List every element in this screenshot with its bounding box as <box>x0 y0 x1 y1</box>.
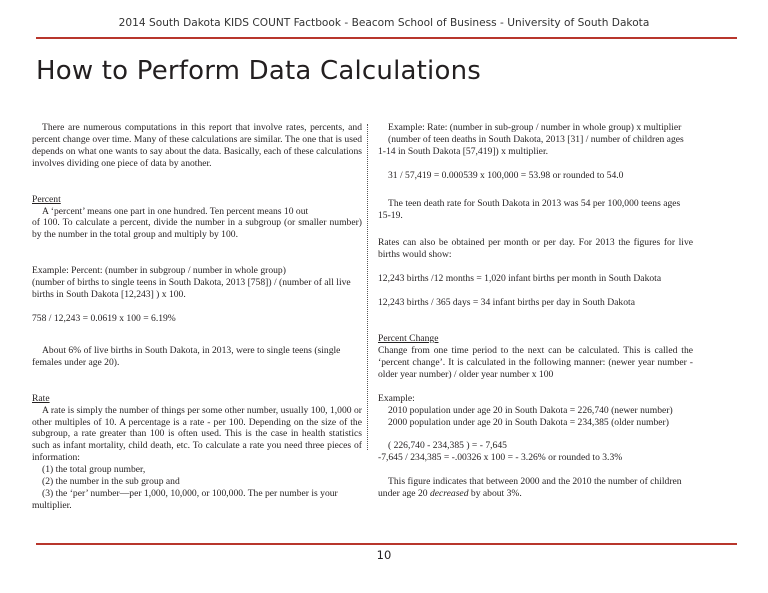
percent-change-example-label: Example: <box>378 392 415 404</box>
rate-list-item-2: (2) the number in the sub group and <box>42 476 180 488</box>
page-title: How to Perform Data Calculations <box>36 56 482 86</box>
running-header: 2014 South Dakota KIDS COUNT Factbook - Beacom School of Business - University of South Dakota <box>118 17 650 29</box>
rates-per-time: Rates can also be obtained per month or per day. For 2013 the figures for live births would show: <box>378 237 693 261</box>
column-divider <box>367 124 368 450</box>
intro-paragraph: There are numerous computations in this report that involve rates, percents, and percent change over time. Many of these calculations are similar. The one that is used depends on what one wants to say about the data. Basically, each of these calculations involves dividing one piece of data by another. <box>32 122 362 169</box>
percent-calculation: 758 / 12,243 = 0.0619 x 100 = 6.19% <box>32 312 176 324</box>
bottom-rule <box>36 543 737 545</box>
population-2010: 2010 population under age 20 in South Dakota = 226,740 (newer number) <box>388 404 673 416</box>
percent-example-line1: Example: Percent: (number in subgroup / number in whole group) <box>32 265 286 277</box>
percent-definition-line1: A ‘percent’ means one part in one hundred. Ten percent means 10 out <box>42 205 309 217</box>
rate-definition: A rate is simply the number of things per some other number, usually 100, 1,000 or other multiples of 10. A percentage is a rate - per 100. Depending on the size of the subgroup, a rate greater than 100 is often used. This is the case in health statistics such as infant mortality, child death, etc. To calculate a rate you need three pieces of information: <box>32 404 362 464</box>
right-column <box>378 122 693 500</box>
percent-change-definition: Change from one time period to the next can be calculated. This is called the ‘percent change’. It is calculated in the following manner: (newer year number - older year number) / older year number x 100 <box>378 344 693 380</box>
top-rule <box>36 37 737 39</box>
conclusion-text-start: This figure indicates that between 2000 and the 2010 the number of children under age 20 <box>378 476 682 500</box>
page-number: 10 <box>376 548 392 562</box>
population-2000: 2000 population under age 20 in South Dakota = 234,385 (older number) <box>388 416 669 428</box>
rate-heading: Rate <box>32 392 50 404</box>
percent-example-line2: (number of births to single teens in South Dakota, 2013 [758]) / (number of all live births in South Dakota [12,243] ) x 100. <box>32 277 351 301</box>
percent-change-heading: Percent Change <box>378 333 439 345</box>
percent-interpretation: About 6% of live births in South Dakota, in 2013, were to single teens (single females under age 20). <box>32 344 341 368</box>
births-per-day: 12,243 births / 365 days = 34 infant births per day in South Dakota <box>378 297 635 309</box>
rate-list-item-3: (3) the ‘per’ number—per 1,000, 10,000, or 100,000. The per number is your multiplier. <box>32 487 338 511</box>
teen-death-rate: The teen death rate for South Dakota in 2013 was 54 per 100,000 teens ages 15-19. <box>378 197 681 221</box>
conclusion-emphasis: decreased <box>429 488 469 500</box>
percent-definition-line2: of 100. To calculate a percent, divide the number in a subgroup (or smaller number) by the number in the total group and multiply by 100. <box>32 217 362 241</box>
births-per-month: 12,243 births /12 months = 1,020 infant births per month in South Dakota <box>378 273 662 285</box>
percent-change-calc-2: -7,645 / 234,385 = -.00326 x 100 = - 3.26% or rounded to 3.3% <box>378 452 623 464</box>
rate-list-item-1: (1) the total group number, <box>42 464 146 476</box>
percent-change-calc-1: ( 226,740 - 234,385 ) = - 7,645 <box>388 440 507 452</box>
percent-change-conclusion <box>378 476 693 500</box>
rate-calculation: 31 / 57,419 = 0.000539 x 100,000 = 53.98 or rounded to 54.0 <box>388 169 624 181</box>
rate-example-line1: Example: Rate: (number in sub-group / number in whole group) x multiplier <box>388 122 682 133</box>
conclusion-text-end: by about 3%. <box>468 488 522 500</box>
left-column <box>32 122 362 512</box>
percent-heading: Percent <box>32 193 61 205</box>
rate-example-line2: (number of teen deaths in South Dakota, 2013 [31] / number of children ages 1-14 in South Dakota [57,419]) x multiplier. <box>378 133 684 157</box>
